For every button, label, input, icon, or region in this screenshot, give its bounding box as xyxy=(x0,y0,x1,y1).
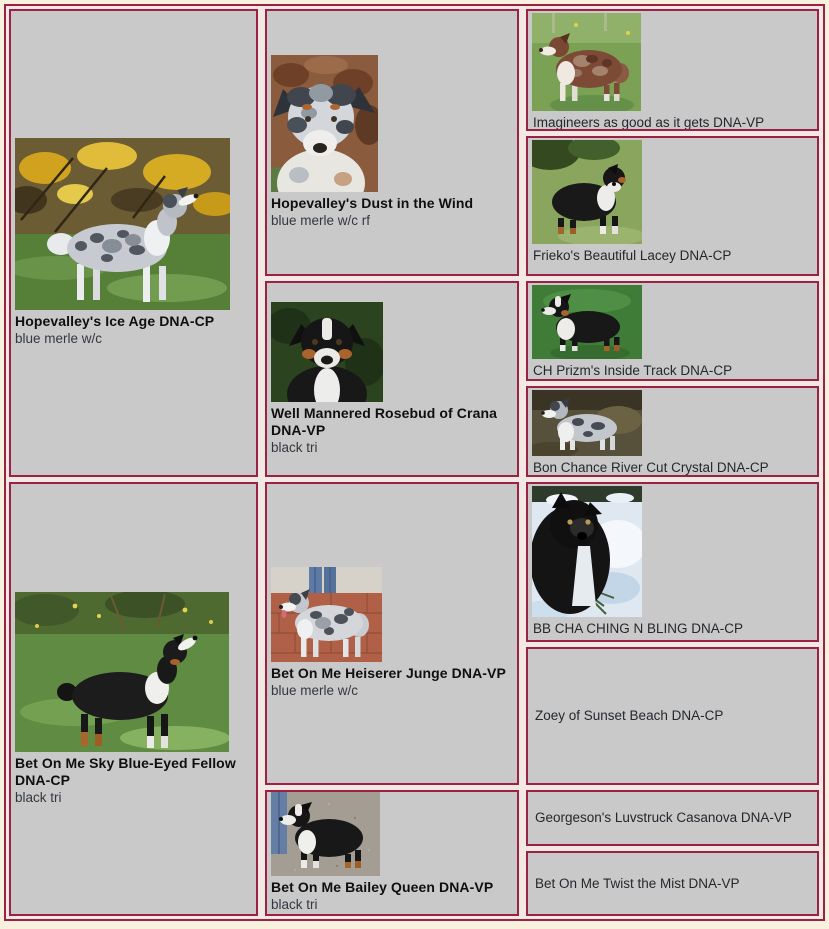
dog-name: Georgeson's Luvstruck Casanova DNA-VP xyxy=(535,810,792,826)
dog-photo-blue-merle xyxy=(532,390,814,456)
cell-paternal-grandfather xyxy=(265,9,519,276)
column-parents xyxy=(9,9,258,916)
dog-coat: black tri xyxy=(15,789,62,805)
dog-coat: black tri xyxy=(271,439,318,455)
dog-coat: blue merle w/c xyxy=(271,683,359,699)
dog-coat: blue merle w/c xyxy=(15,331,103,347)
dog-photo-maternal-grandfather xyxy=(271,567,509,662)
dog-name: Bet On Me Heiserer Junge DNA-VP xyxy=(271,665,506,682)
dog-name: Zoey of Sunset Beach DNA-CP xyxy=(535,708,724,724)
cell-maternal-grandfather xyxy=(265,482,519,785)
cell-great-grandparent-1 xyxy=(526,9,819,131)
dog-name: Well Mannered Rosebud of Crana DNA-VP xyxy=(271,404,497,438)
cell-great-grandparent-5 xyxy=(526,482,819,642)
dog-photo-paternal-grandfather xyxy=(271,55,509,192)
dog-name: CH Prizm's Inside Track DNA-CP xyxy=(533,363,733,378)
dog-photo-maternal-grandmother xyxy=(271,792,509,876)
cell-mother xyxy=(9,482,258,916)
cell-great-grandparent-7 xyxy=(526,790,819,846)
dog-photo-black-tri-lawn xyxy=(532,140,814,244)
dog-name: Imagineers as good as it gets DNA-VP xyxy=(533,115,765,130)
dog-name: Bet On Me Bailey Queen DNA-VP xyxy=(271,879,494,896)
cell-great-grandparent-3 xyxy=(526,281,819,381)
dog-name: Bet On Me Twist the Mist DNA-VP xyxy=(535,875,740,891)
dog-coat: black tri xyxy=(271,897,318,913)
dog-coat: blue merle w/c rf xyxy=(271,213,371,229)
cell-great-grandparent-6 xyxy=(526,647,819,785)
dog-photo-black-tri-grass xyxy=(532,285,814,359)
cell-paternal-grandmother xyxy=(265,281,519,477)
dog-photo-father xyxy=(15,138,248,310)
cell-great-grandparent-2 xyxy=(526,136,819,276)
dog-name: Bet On Me Sky Blue-Eyed Fellow DNA-CP xyxy=(15,754,236,788)
cell-maternal-grandmother xyxy=(265,790,519,916)
dog-photo-paternal-grandmother xyxy=(271,302,509,402)
dog-name: Bon Chance River Cut Crystal DNA-CP xyxy=(533,460,769,475)
column-great-grandparents xyxy=(526,9,819,916)
cell-great-grandparent-8 xyxy=(526,851,819,916)
dog-name: Frieko's Beautiful Lacey DNA-CP xyxy=(533,248,732,263)
cell-great-grandparent-4 xyxy=(526,386,819,477)
dog-photo-red-merle xyxy=(532,13,814,111)
dog-name: BB CHA CHING N BLING DNA-CP xyxy=(533,621,744,636)
cell-father xyxy=(9,9,258,477)
dog-name: Hopevalley's Ice Age DNA-CP xyxy=(15,313,215,330)
column-grandparents xyxy=(265,9,519,916)
dog-photo-black-dog-snow xyxy=(532,486,814,617)
dog-photo-mother xyxy=(15,592,248,752)
pedigree-table xyxy=(4,4,825,921)
dog-name: Hopevalley's Dust in the Wind xyxy=(271,195,474,212)
